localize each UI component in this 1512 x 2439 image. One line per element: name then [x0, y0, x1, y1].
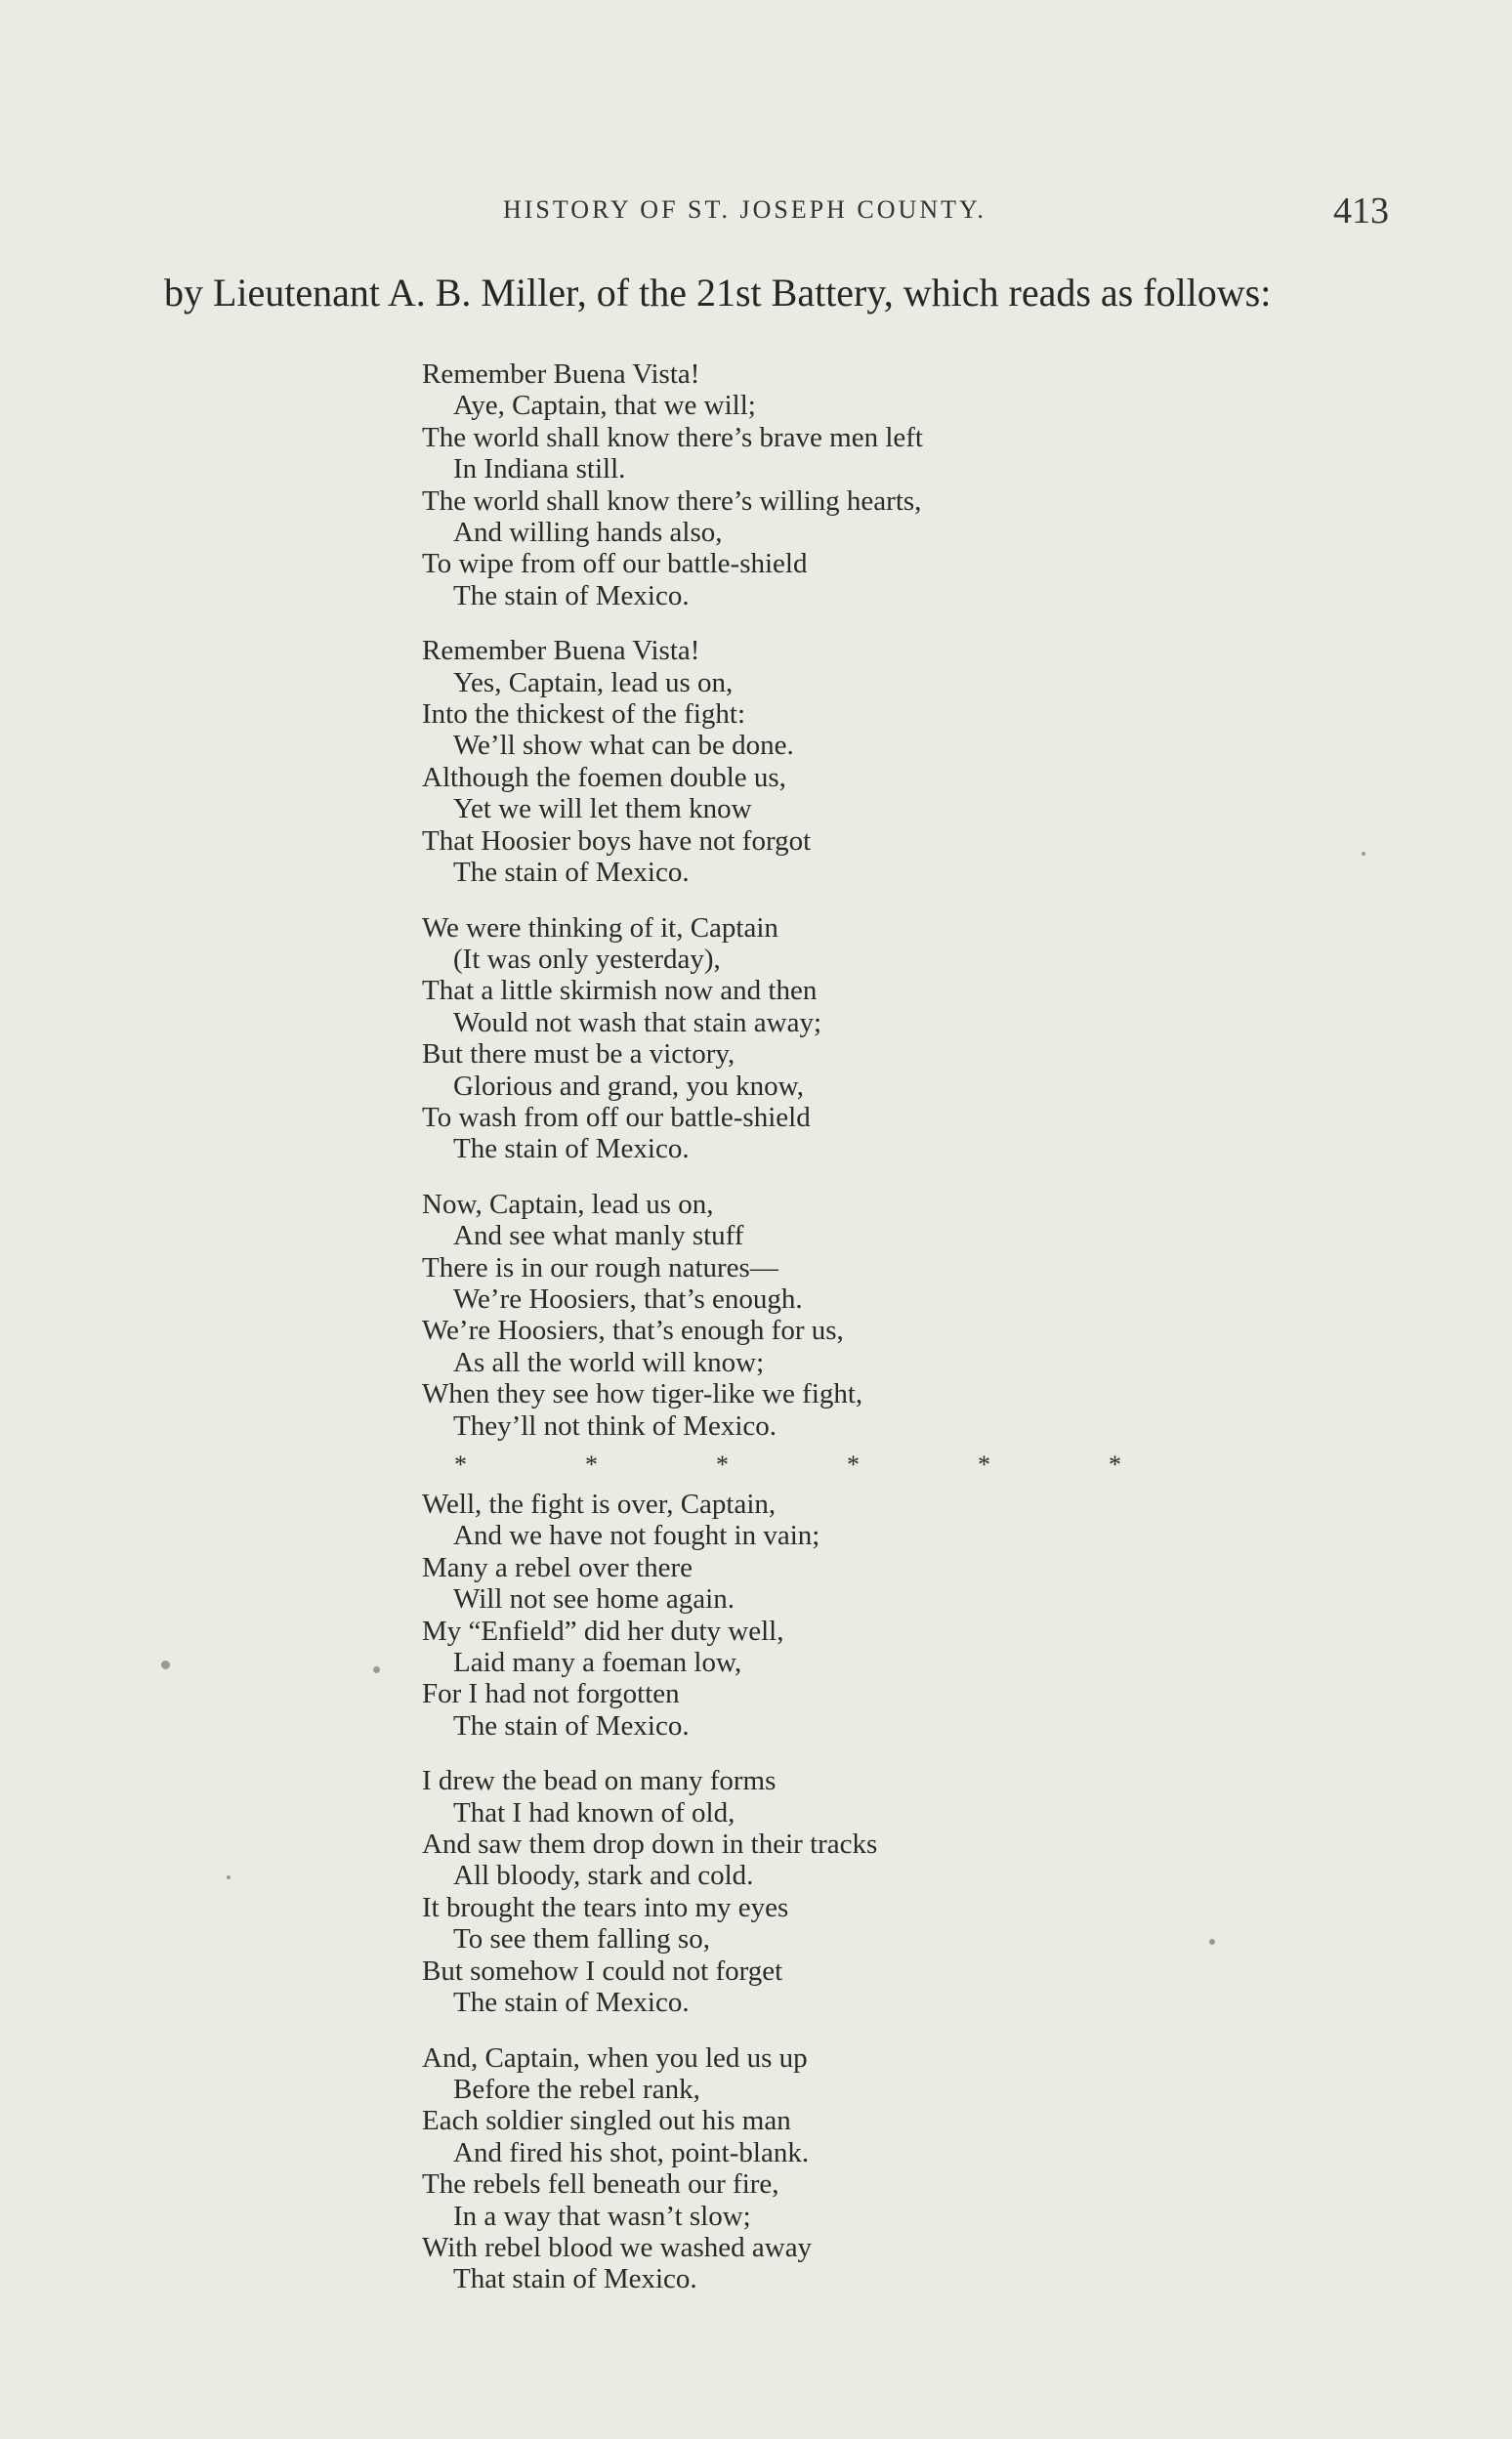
poem-line: I drew the bead on many forms	[422, 1765, 777, 1797]
poem-line: My “Enfield” did her duty well,	[422, 1615, 784, 1647]
poem-line: And see what manly stuff	[453, 1220, 744, 1252]
poem-line: As all the world will know;	[453, 1346, 765, 1378]
intro-paragraph: by Lieutenant A. B. Miller, of the 21st Battery, which reads as follows:	[164, 271, 1272, 315]
poem-line: That a little skirmish now and then	[422, 975, 818, 1007]
poem-line: They’ll not think of Mexico.	[453, 1409, 777, 1442]
poem-line: With rebel blood we washed away	[422, 2231, 813, 2263]
section-break-asterisks	[422, 1446, 1203, 1485]
poem-line: Before the rebel rank,	[453, 2073, 700, 2105]
poem-line: Will not see home again.	[453, 1583, 735, 1616]
poem-line: And saw them drop down in their tracks	[422, 1829, 878, 1861]
poem-line: All bloody, stark and cold.	[453, 1860, 754, 1892]
paper-speck	[161, 1661, 170, 1669]
poem-line: The rebels fell beneath our fire,	[422, 2168, 779, 2201]
poem-line: Many a rebel over there	[422, 1551, 693, 1583]
poem-line: The stain of Mexico.	[453, 857, 690, 889]
poem-line: Laid many a foeman low,	[453, 1647, 742, 1679]
poem-line: In a way that wasn’t slow;	[453, 2200, 751, 2232]
poem-line: But there must be a victory,	[422, 1038, 735, 1071]
poem-line: Yet we will let them know	[453, 793, 752, 825]
poem-line: To see them falling so,	[453, 1923, 710, 1955]
running-head: HISTORY OF ST. JOSEPH COUNTY.	[503, 195, 987, 224]
poem-line: Now, Captain, lead us on,	[422, 1188, 714, 1220]
poem	[422, 358, 1203, 2319]
poem-line: The world shall know there’s brave men left	[422, 421, 923, 453]
poem-stanza	[422, 1765, 1203, 2018]
poem-line: It brought the tears into my eyes	[422, 1891, 789, 1923]
poem-line: Into the thickest of the fight:	[422, 698, 746, 731]
poem-line: We’ll show what can be done.	[453, 730, 794, 762]
poem-line: The world shall know there’s willing hearts,	[422, 484, 922, 517]
poem-stanza	[422, 912, 1203, 1165]
poem-stanza	[422, 1189, 1203, 1442]
poem-line: The stain of Mexico.	[453, 1709, 690, 1742]
poem-line: Yes, Captain, lead us on,	[453, 666, 734, 698]
poem-line: To wash from off our battle-shield	[422, 1101, 811, 1133]
poem-line: Would not wash that stain away;	[453, 1006, 822, 1038]
paper-speck	[227, 1875, 231, 1879]
poem-line: There is in our rough natures—	[422, 1251, 778, 1283]
poem-line: In Indiana still.	[453, 453, 626, 485]
poem-line: (It was only yesterday),	[453, 943, 721, 975]
poem-stanza	[422, 2042, 1203, 2295]
poem-line: Aye, Captain, that we will;	[453, 390, 756, 422]
poem-line: Glorious and grand, you know,	[453, 1070, 804, 1102]
poem-line: Remember Buena Vista!	[422, 358, 700, 390]
poem-line: We’re Hoosiers, that’s enough.	[453, 1283, 803, 1315]
asterisk: *	[454, 1451, 467, 1479]
asterisk: *	[585, 1451, 598, 1479]
poem-line: Although the foemen double us,	[422, 761, 786, 793]
page-header	[164, 190, 1389, 234]
asterisk: *	[847, 1451, 860, 1479]
poem-line: We were thinking of it, Captain	[422, 911, 778, 944]
poem-line: And fired his shot, point-blank.	[453, 2136, 810, 2168]
poem-line: Well, the fight is over, Captain,	[422, 1489, 777, 1520]
poem-line: And, Captain, when you led us up	[422, 2041, 808, 2074]
poem-line: We’re Hoosiers, that’s enough for us,	[422, 1315, 844, 1347]
poem-line: And we have not fought in vain;	[453, 1520, 820, 1552]
poem-stanza	[422, 358, 1203, 611]
asterisk: *	[716, 1451, 729, 1479]
poem-line: When they see how tiger-like we fight,	[422, 1378, 863, 1410]
poem-line: That Hoosier boys have not forgot	[422, 824, 812, 857]
poem-line: Remember Buena Vista!	[422, 635, 700, 667]
asterisk: *	[978, 1451, 990, 1479]
asterisk: *	[1109, 1451, 1121, 1479]
paper-speck	[1362, 852, 1365, 856]
paper-speck	[1209, 1939, 1215, 1945]
poem-line: That I had known of old,	[453, 1796, 735, 1829]
poem-line: And willing hands also,	[453, 517, 723, 549]
paper-speck	[373, 1666, 380, 1673]
poem-line: For I had not forgotten	[422, 1678, 680, 1710]
poem-line: Each soldier singled out his man	[422, 2105, 791, 2137]
poem-line: But somehow I could not forget	[422, 1955, 783, 1987]
poem-line: To wipe from off our battle-shield	[422, 548, 808, 580]
poem-line: The stain of Mexico.	[453, 1987, 690, 2019]
poem-line: The stain of Mexico.	[453, 1133, 690, 1165]
poem-stanza	[422, 635, 1203, 888]
page-number: 413	[1333, 190, 1389, 231]
poem-line: The stain of Mexico.	[453, 579, 690, 611]
poem-line: That stain of Mexico.	[453, 2263, 697, 2295]
poem-stanza	[422, 1489, 1203, 1742]
